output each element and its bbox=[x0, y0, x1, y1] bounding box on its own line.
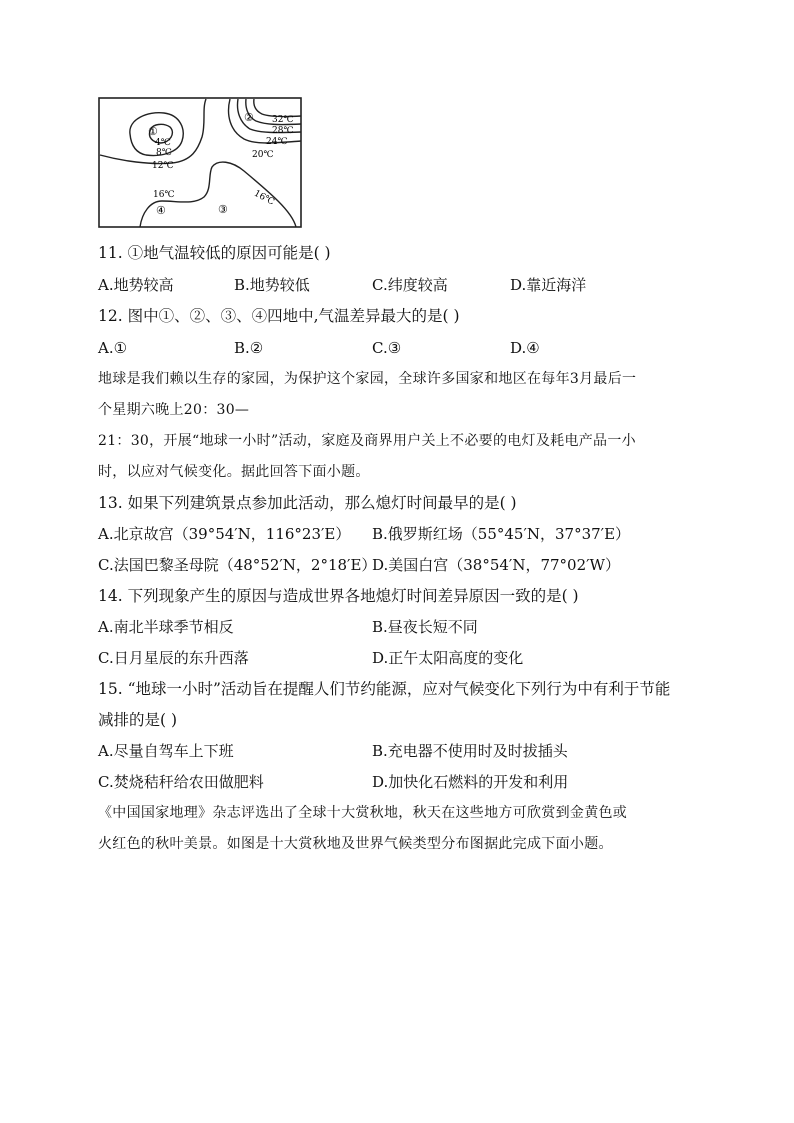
q12-option-c[interactable]: C.③ bbox=[372, 339, 402, 357]
label-12c: 12℃ bbox=[152, 161, 174, 171]
q11-option-d[interactable]: D.靠近海洋 bbox=[510, 276, 587, 294]
q13-option-c[interactable]: C.法国巴黎圣母院（48°52′N，2°18′E） bbox=[98, 556, 377, 574]
label-16c-west: 16℃ bbox=[153, 190, 175, 200]
label-24c: 24℃ bbox=[266, 137, 288, 147]
q13-option-d[interactable]: D.美国白宫（38°54′N，77°02′W） bbox=[372, 556, 620, 574]
passage-2-line-2: 火红色的秋叶美景。如图是十大赏秋地及世界气候类型分布图据此完成下面小题。 bbox=[98, 836, 613, 852]
q14-option-b[interactable]: B.昼夜长短不同 bbox=[372, 618, 478, 636]
label-region-2: ② bbox=[244, 111, 254, 124]
q15-option-c[interactable]: C.焚烧秸秆给农田做肥料 bbox=[98, 773, 264, 791]
q11-option-a[interactable]: A.地势较高 bbox=[98, 276, 174, 294]
label-8c: 8℃ bbox=[156, 148, 172, 158]
label-16c-east: 16℃ bbox=[252, 188, 276, 208]
q13-option-a[interactable]: A.北京故宫（39°54′N，116°23′E） bbox=[98, 525, 351, 543]
q12-option-d[interactable]: D.④ bbox=[510, 339, 540, 357]
map-frame bbox=[99, 98, 301, 227]
q14-option-a[interactable]: A.南北半球季节相反 bbox=[98, 618, 234, 636]
q12-option-a[interactable]: A.① bbox=[98, 339, 128, 357]
q11-option-c[interactable]: C.纬度较高 bbox=[372, 276, 448, 294]
question-15-stem-line-2: 减排的是( ) bbox=[98, 711, 178, 729]
passage-1-line-4: 时，以应对气候变化。据此回答下面小题。 bbox=[98, 464, 370, 480]
q14-option-c[interactable]: C.日月星辰的东升西落 bbox=[98, 649, 249, 667]
q15-option-d[interactable]: D.加快化石燃料的开发和利用 bbox=[372, 773, 569, 791]
question-12-stem: 12. 图中①、②、③、④四地中,气温差异最大的是( ) bbox=[98, 307, 460, 325]
passage-2-line-1: 《中国国家地理》杂志评选出了全球十大赏秋地，秋天在这些地方可欣赏到金黄色或 bbox=[98, 805, 628, 821]
label-32c: 32℃ bbox=[272, 115, 294, 125]
q15-option-b[interactable]: B.充电器不使用时及时拔插头 bbox=[372, 742, 568, 760]
q11-option-b[interactable]: B.地势较低 bbox=[234, 276, 310, 294]
q14-option-d[interactable]: D.正午太阳高度的变化 bbox=[372, 649, 524, 667]
label-28c: 28℃ bbox=[272, 126, 294, 136]
question-14-stem: 14. 下列现象产生的原因与造成世界各地熄灯时间差异原因一致的是( ) bbox=[98, 587, 579, 605]
label-region-1: ① bbox=[148, 125, 158, 138]
q12-option-b[interactable]: B.② bbox=[234, 339, 264, 357]
question-11-stem: 11. ①地气温较低的原因可能是( ) bbox=[98, 244, 331, 262]
passage-1-line-3: 21：30，开展“地球一小时”活动，家庭及商界用户关上不必要的电灯及耗电产品一小 bbox=[98, 433, 636, 449]
q15-option-a[interactable]: A.尽量自驾车上下班 bbox=[98, 742, 234, 760]
label-20c: 20℃ bbox=[252, 150, 274, 160]
label-4c: 4℃ bbox=[155, 138, 171, 148]
question-15-stem-line-1: 15. “地球一小时”活动旨在提醒人们节约能源，应对气候变化下列行为中有利于节能 bbox=[98, 680, 671, 698]
question-13-stem: 13. 如果下列建筑景点参加此活动，那么熄灯时间最早的是( ) bbox=[98, 494, 517, 512]
label-region-3: ③ bbox=[218, 203, 228, 216]
passage-1-line-1: 地球是我们赖以生存的家园，为保护这个家园，全球许多国家和地区在每年3月最后一 bbox=[98, 371, 637, 387]
label-region-4: ④ bbox=[156, 204, 166, 217]
passage-1-line-2: 个星期六晚上20：30— bbox=[98, 402, 250, 418]
q13-option-b[interactable]: B.俄罗斯红场（55°45′N，37°37′E） bbox=[372, 525, 631, 543]
isotherm-map bbox=[98, 97, 302, 228]
